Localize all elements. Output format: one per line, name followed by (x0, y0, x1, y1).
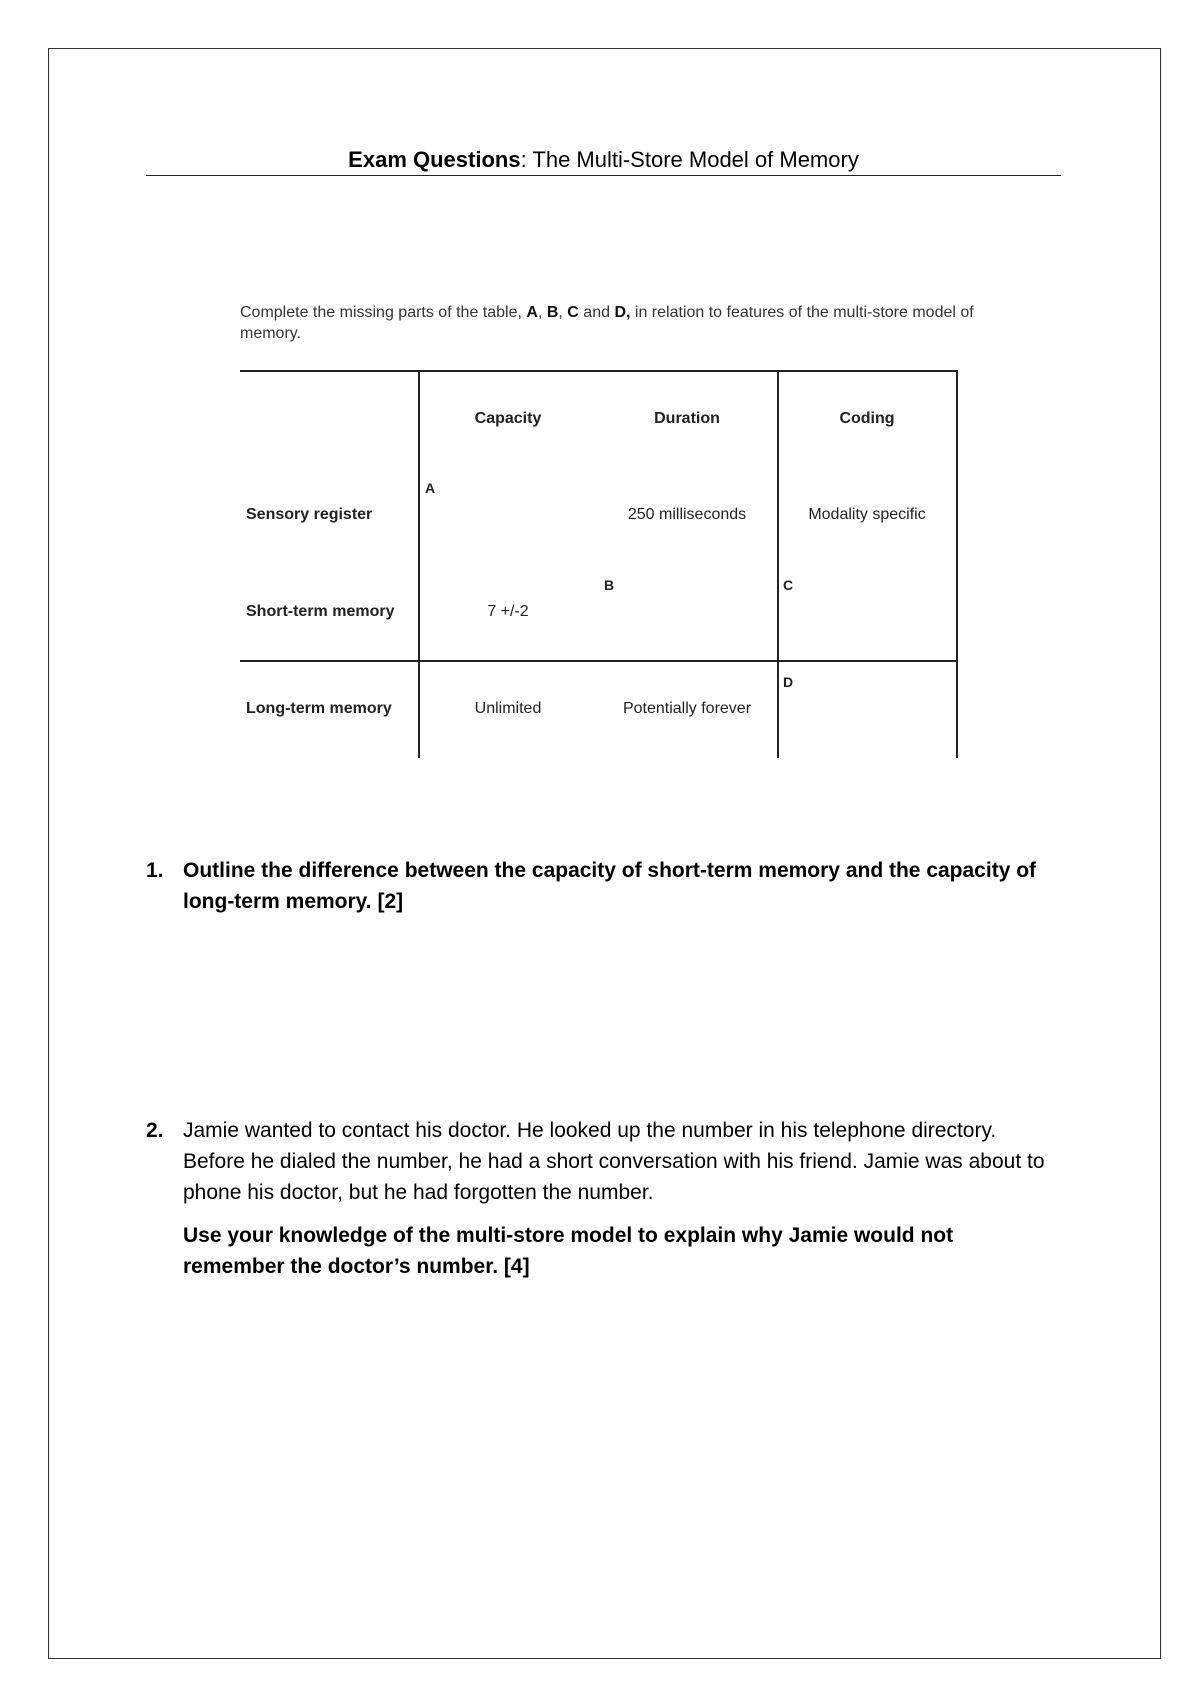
instruction-letter-a: A (526, 304, 538, 321)
header-capacity: Capacity (474, 410, 542, 427)
page-title (146, 144, 1061, 176)
blank-letter-a: A (425, 480, 436, 496)
question-text: Outline the difference between the capacity of short-term memory and the capacity of long-term memory. [2] (183, 859, 1037, 913)
header-duration: Duration (654, 410, 720, 427)
blank-letter-c: C (783, 577, 794, 593)
table-top-border (240, 370, 957, 372)
instruction-sep: , (558, 304, 568, 321)
question-prompt: Use your knowledge of the multi-store model to explain why Jamie would not remember the doctor’s number. [4] (183, 1224, 954, 1278)
question-1 (146, 855, 1046, 917)
instruction-letter-d: D, (614, 304, 631, 321)
instruction-and: and (578, 304, 615, 321)
instruction-letter-b: B (546, 304, 559, 321)
table-right-border (956, 370, 958, 758)
header-coding: Coding (839, 410, 895, 427)
row-label-short-term-memory: Short-term memory (246, 603, 395, 620)
cell-sensory-duration: 250 milliseconds (627, 506, 747, 523)
instruction-letter-c: C (567, 304, 579, 321)
title-bold: Exam Questions (348, 147, 521, 172)
page-border (48, 48, 1161, 1659)
question-scenario: Jamie wanted to contact his doctor. He looked up the number in his telephone directory. Before he dialed the number, he had a short conversation with his friend. Jamie was about to phone his doctor, but he had forgotten the number. (183, 1119, 1045, 1204)
question-number: 2. (146, 1119, 164, 1142)
instruction-suffix: in relation to features of the multi-store model of memory. (240, 304, 974, 342)
cell-ltm-duration: Potentially forever (622, 700, 752, 717)
cell-ltm-capacity: Unlimited (474, 700, 542, 717)
memory-table (240, 370, 957, 758)
table-instruction (240, 302, 980, 344)
title-rest: : The Multi-Store Model of Memory (520, 147, 859, 172)
row-label-sensory-register: Sensory register (246, 506, 373, 523)
row-label-long-term-memory: Long-term memory (246, 700, 392, 717)
blank-letter-b: B (604, 577, 615, 593)
table-row-divider (240, 660, 957, 662)
question-2 (146, 1115, 1046, 1282)
cell-sensory-coding: Modality specific (808, 506, 926, 523)
instruction-sep: , (537, 304, 547, 321)
blank-letter-d: D (783, 674, 794, 690)
instruction-prefix: Complete the missing parts of the table, (240, 304, 527, 321)
question-number: 1. (146, 859, 164, 882)
cell-stm-capacity: 7 +/-2 (487, 603, 529, 620)
